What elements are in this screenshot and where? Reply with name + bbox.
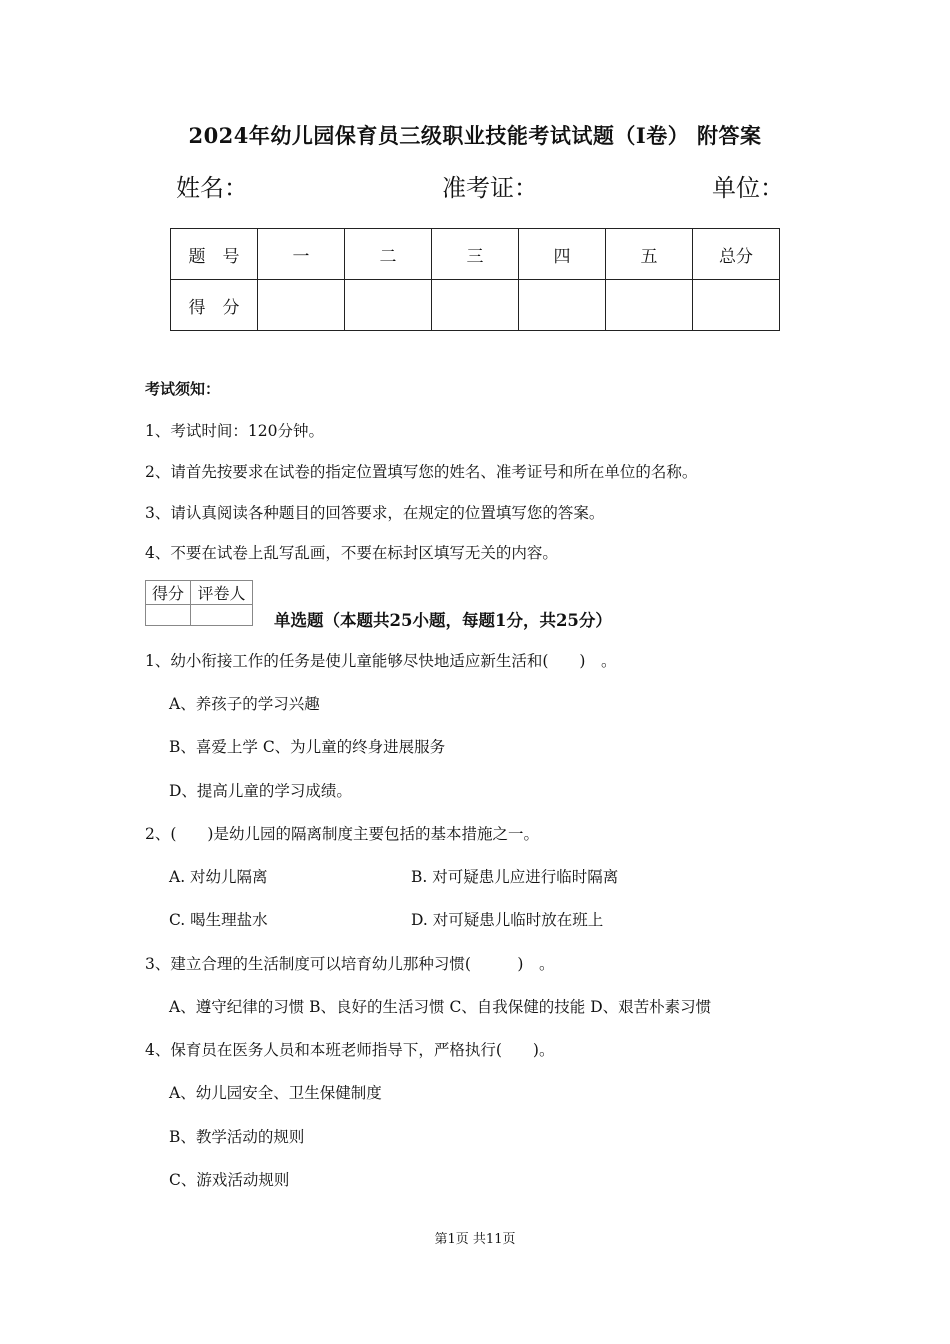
question-stem: 2、( )是幼儿园的隔离制度主要包括的基本措施之一。 (145, 825, 539, 843)
notice-item: 4、不要在试卷上乱写乱画，不要在标封区填写无关的内容。 (145, 544, 558, 562)
score-cell[interactable] (345, 280, 432, 331)
name-field-label: 姓名： (176, 174, 248, 202)
question-option: D、提高儿童的学习成绩。 (169, 782, 352, 800)
question-option: B、教学活动的规则 (169, 1128, 305, 1146)
score-cell[interactable] (519, 280, 606, 331)
section-title: 单选题（本题共25小题，每题1分，共25分） (274, 611, 612, 630)
score-cell[interactable] (606, 280, 693, 331)
score-table-header-cell: 总分 (693, 229, 780, 280)
score-table-header-cell: 一 (258, 229, 345, 280)
grader-score-cell[interactable] (146, 605, 191, 626)
exam-id-field-label: 准考证： (442, 174, 538, 202)
score-table-header-cell: 五 (606, 229, 693, 280)
score-cell[interactable] (693, 280, 780, 331)
score-table-header-cell: 三 (432, 229, 519, 280)
notice-item: 1、考试时间：120分钟。 (145, 422, 324, 440)
notice-heading: 考试须知： (145, 380, 221, 398)
score-table-header-cell: 题 号 (171, 229, 258, 280)
question-option: C、游戏活动规则 (169, 1171, 290, 1189)
score-table-score-row (171, 280, 780, 331)
grader-name-label: 评卷人 (191, 581, 253, 605)
document-title: 2024年幼儿园保育员三级职业技能考试试题（I卷） 附答案 (188, 123, 762, 148)
grader-name-cell[interactable] (191, 605, 253, 626)
question-option: D. 对可疑患儿临时放在班上 (411, 911, 604, 929)
question-option: C. 喝生理盐水 (169, 911, 268, 929)
question-stem: 1、幼小衔接工作的任务是使儿童能够尽快地适应新生活和( ) 。 (145, 652, 617, 670)
score-table-header-cell: 二 (345, 229, 432, 280)
question-stem: 3、建立合理的生活制度可以培育幼儿那种习惯( ) 。 (145, 955, 555, 973)
question-stem: 4、保育员在医务人员和本班老师指导下，严格执行( )。 (145, 1041, 555, 1059)
score-cell[interactable] (432, 280, 519, 331)
notice-item: 3、请认真阅读各种题目的回答要求，在规定的位置填写您的答案。 (145, 504, 605, 522)
score-table-header-cell: 四 (519, 229, 606, 280)
question-option: A. 对幼儿隔离 (169, 868, 268, 886)
score-table-header-row (171, 229, 780, 280)
question-option: A、遵守纪律的习惯 B、良好的生活习惯 C、自我保健的技能 D、艰苦朴素习惯 (169, 998, 712, 1016)
question-option: B、喜爱上学 C、为儿童的终身进展服务 (169, 738, 446, 756)
score-cell[interactable] (258, 280, 345, 331)
question-option: B. 对可疑患儿应进行临时隔离 (411, 868, 619, 886)
score-table (170, 228, 780, 331)
grader-score-label: 得分 (146, 581, 191, 605)
question-option: A、养孩子的学习兴趣 (169, 695, 320, 713)
question-option: A、幼儿园安全、卫生保健制度 (169, 1084, 382, 1102)
unit-field-label: 单位： (712, 174, 784, 202)
page-footer: 第1页 共11页 (434, 1232, 516, 1247)
grader-box (145, 580, 253, 626)
score-row-label: 得 分 (171, 280, 258, 331)
notice-item: 2、请首先按要求在试卷的指定位置填写您的姓名、准考证号和所在单位的名称。 (145, 463, 698, 481)
